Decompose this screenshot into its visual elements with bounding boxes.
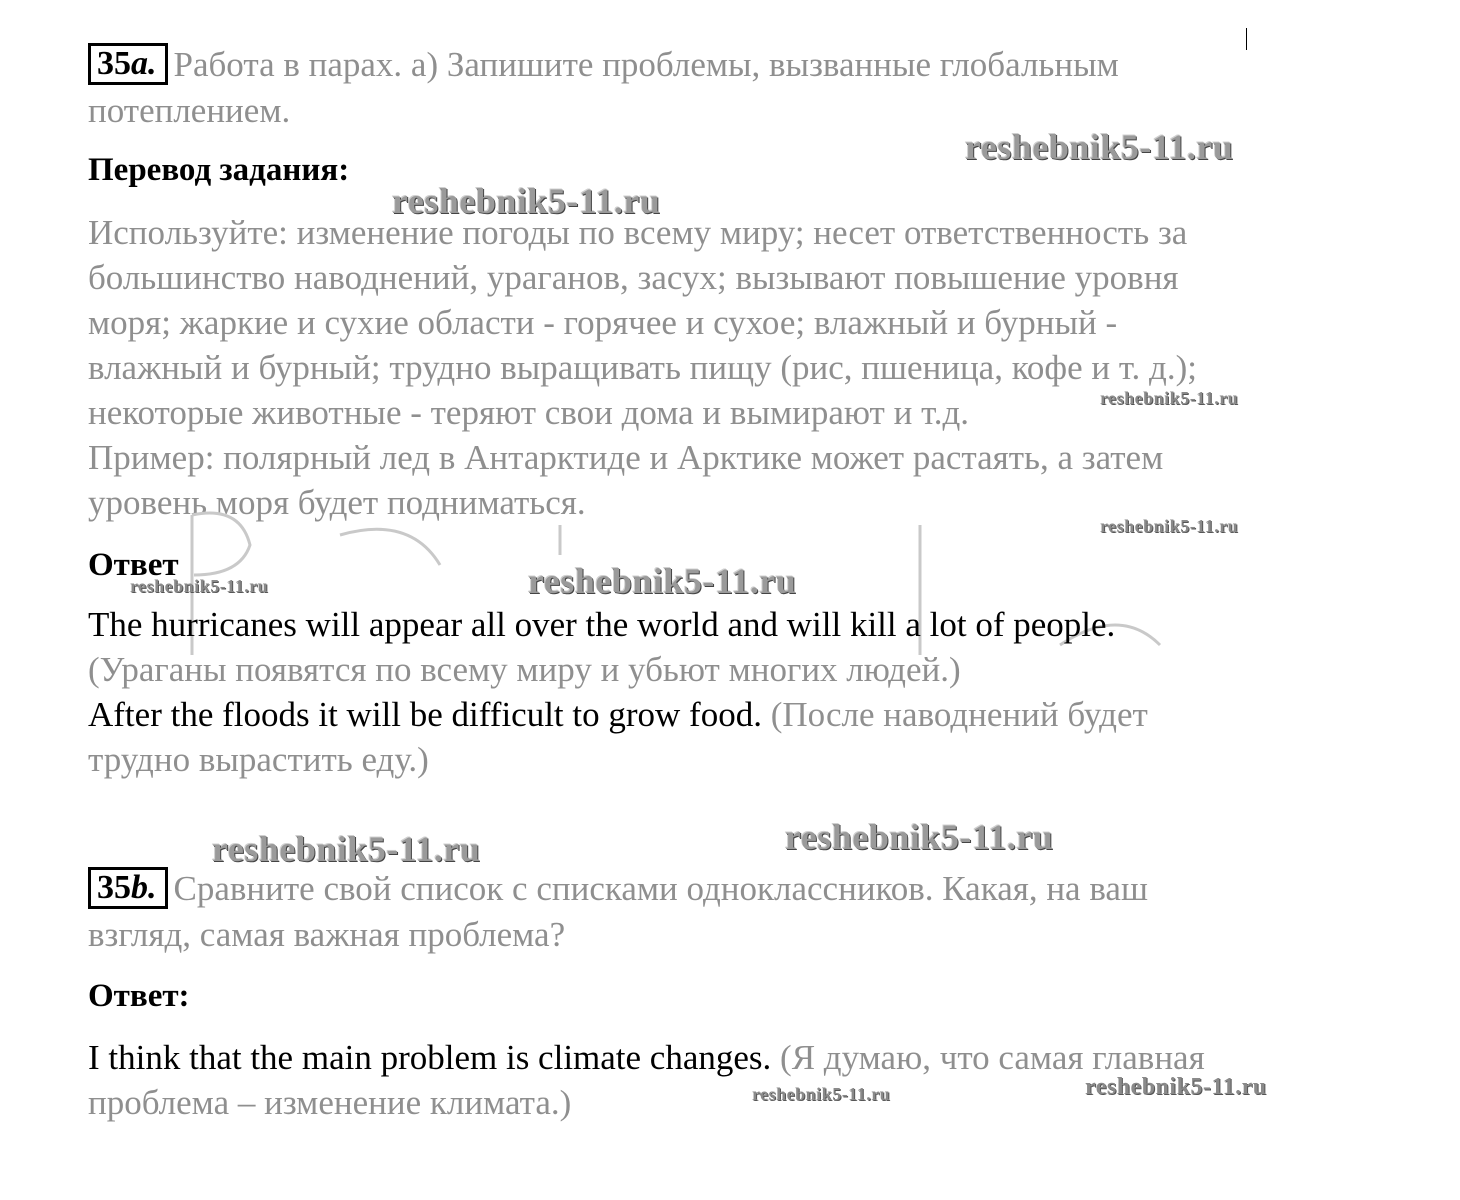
answer-35b-line1-english: I think that the main problem is climate changes. [88, 1038, 772, 1077]
corner-mark [1246, 28, 1247, 50]
watermark: reshebnik5-11.ru [785, 817, 1054, 857]
watermark: reshebnik5-11.ru [212, 829, 481, 869]
translation-line-1: Используйте: изменение погоды по всему миру; несет ответственность за [88, 213, 1188, 252]
answer-35a-heading: Ответ [88, 547, 179, 583]
answer-35b-line1-russian: (Я думаю, что самая главная [780, 1038, 1205, 1077]
task-35a-instruction: Работа в парах. а) Запишите проблемы, вызванные глобальным [173, 45, 1119, 84]
translation-line-4: влажный и бурный; трудно выращивать пищу (рис, пшеница, кофе и т. д.); [88, 348, 1197, 387]
task-35b-line2: взгляд, самая важная проблема? [88, 915, 566, 954]
watermark: reshebnik5-11.ru [392, 181, 661, 221]
watermark: reshebnik5-11.ru [1100, 388, 1239, 408]
answer-35a-line2: (Ураганы появятся по всему миру и убьют многих людей.) [88, 650, 961, 689]
answer-35b-heading: Ответ: [88, 978, 190, 1014]
translation-line-3: моря; жаркие и сухие области - горячее и сухое; влажный и бурный - [88, 303, 1118, 342]
answer-35a-line3-russian: (После наводнений будет [770, 695, 1148, 734]
translation-line-5: некоторые животные - теряют свои дома и вымирают и т.д. [88, 393, 970, 432]
task-35b-line1 [88, 866, 1148, 911]
translation-line-6: Пример: полярный лед в Антарктиде и Арктике может растаять, а затем [88, 438, 1164, 477]
watermark: reshebnik5-11.ru [1100, 516, 1239, 536]
answer-35a-line4: трудно вырастить еду.) [88, 740, 429, 779]
task-35b-number-box: 35b. [88, 867, 168, 909]
answer-35b-line2: проблема – изменение климата.) [88, 1083, 572, 1122]
answer-35a-line1: The hurricanes will appear all over the world and will kill a lot of people. [88, 605, 1116, 644]
task-35b-instruction: Сравните свой список с списками одноклассников. Какая, на ваш [173, 869, 1148, 908]
translation-line-7: уровень моря будет подниматься. [88, 483, 586, 522]
task-35a-number-box: 35a. [88, 43, 168, 85]
answer-35a-line3 [88, 692, 1148, 737]
watermark: reshebnik5-11.ru [1085, 1074, 1267, 1100]
task-35a-line1 [88, 42, 1119, 87]
translation-heading: Перевод задания: [88, 152, 350, 188]
answer-35b-line1 [88, 1035, 1205, 1080]
answer-35a-line3-english: After the floods it will be difficult to grow food. [88, 695, 762, 734]
translation-line-2: большинство наводнений, ураганов, засух; вызывают повышение уровня [88, 258, 1179, 297]
watermark: reshebnik5-11.ru [965, 127, 1234, 167]
watermark: reshebnik5-11.ru [130, 576, 269, 596]
watermark: reshebnik5-11.ru [528, 561, 797, 601]
task-35a-line2: потеплением. [88, 91, 291, 130]
watermark: reshebnik5-11.ru [752, 1084, 891, 1104]
